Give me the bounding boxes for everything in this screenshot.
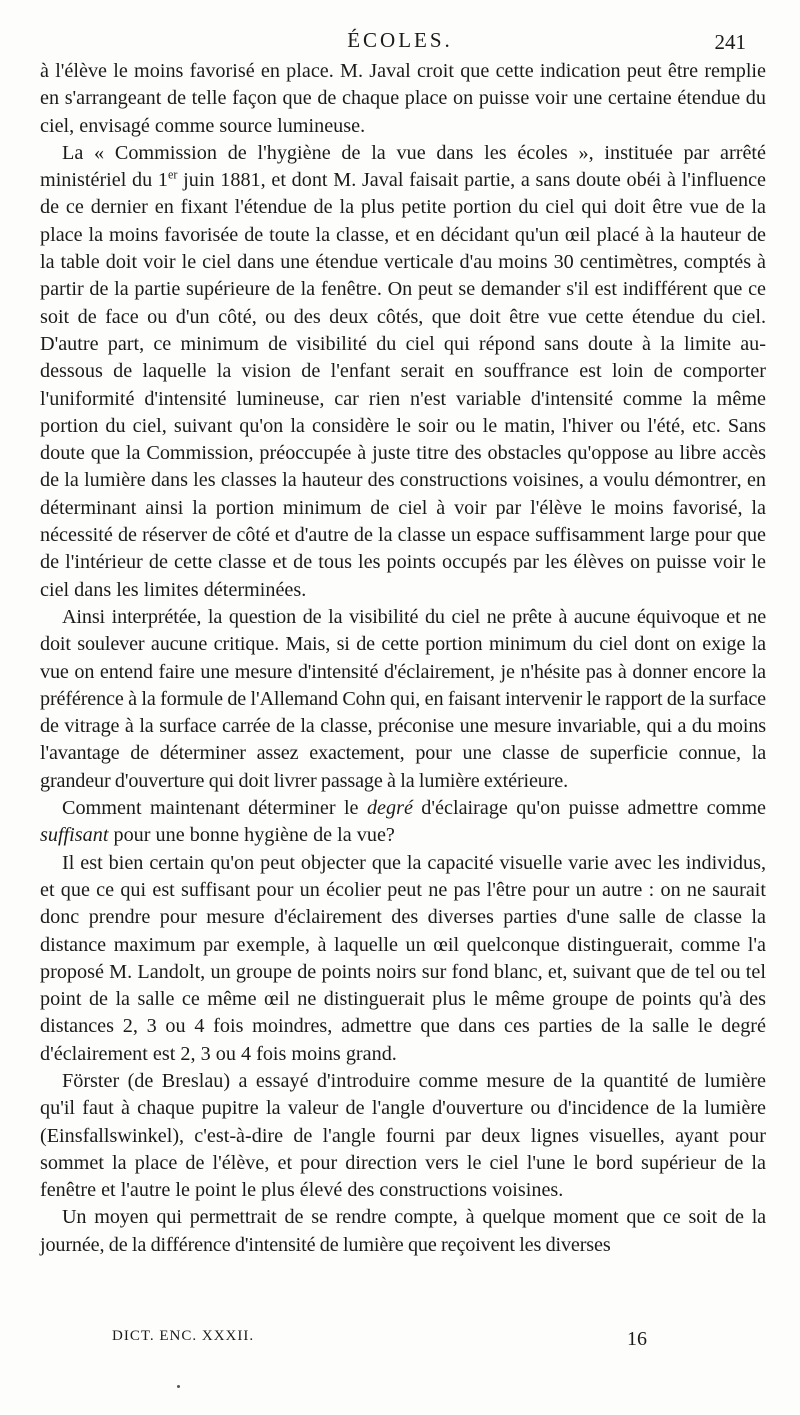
paragraph — [40, 795, 766, 850]
page-footer — [0, 1328, 800, 1358]
text-run: pour une bonne hygiène de la vue? — [108, 824, 395, 847]
paragraph — [40, 58, 766, 140]
text-run: juin 1881, et dont M. Javal faisait partie, a sans doute obéi à l'influence de ce dernier en fixant l'étendue de la plus petite portion du ciel qui doit être vue de la place la moins favorisée de toute la classe, et en décidant qu'un œil placé à la hauteur de la table doit voir le ciel dans une étendue verticale d'au moins 30 centimètres, comptés à partir de la partie supérieure de la fenêtre. On peut se demander s'il est indifférent que ce soit de face ou d'un côté, ou des deux côtés, que doit être vue cette étendue du ciel. D'autre part, ce minimum de visibilité du ciel qui répond sans doute à la limite au-dessous de laquelle la vision de l'enfant serait en souffrance est loin de comporter l'uniformité d'intensité lumineuse, car rien n'est variable d'intensité comme la même portion du ciel, suivant qu'on la considère le soir ou le matin, l'hiver ou l'été, etc. Sans doute que la Commission, préoccupée à juste titre des obstacles qu'oppose au libre accès de la lumière dans les classes la hauteur des constructions voisines, a voulu démontrer, en déterminant ainsi la portion minimum de ciel à voir par l'élève le moins favorisé, la nécessité de réserver de côté et d'autre de la classe un espace suffisamment large pour que de l'intérieur de cette classe et de tous les points occupés par les élèves on puisse voir le ciel dans les limites déterminées. — [40, 169, 766, 601]
running-head — [0, 28, 800, 58]
text-run: d'éclairage qu'on puisse admettre comme — [412, 797, 766, 820]
page-header-title: ÉCOLES. — [347, 28, 453, 52]
italic-text: suffisant — [40, 824, 109, 847]
text-run: Un moyen qui permettrait de se rendre compte, à quelque moment que ce soit de la journée, de la différence d'intensité de lumière que reçoivent les diverses — [40, 1206, 766, 1256]
paragraph — [40, 1068, 766, 1204]
body-text — [40, 58, 766, 1259]
paragraph — [40, 850, 766, 1068]
signature-mark: DICT. ENC. XXXII. — [112, 1328, 255, 1344]
superscript-text: er — [168, 167, 178, 182]
text-run: Il est bien certain qu'on peut objecter que la capacité visuelle varie avec les individus, et que ce qui est suffisant pour un écolier peut ne pas l'être pour un autre : on ne saurait donc prendre pour mesure d'éclairement des diverses parties d'une salle de classe la distance maximum par exemple, à laquelle un œil quelconque distinguerait, comme l'a proposé M. Landolt, un groupe de points noirs sur fond blanc, et, suivant que de tel ou tel point de la salle ce même œil ne distinguerait plus le même groupe de points qu'à des distances 2, 3 ou 4 fois moindres, admettre que dans ces parties de la salle le degré d'éclairement est 2, 3 ou 4 fois moins grand. — [40, 851, 766, 1065]
sheet-number: 16 — [627, 1328, 647, 1350]
text-run: Ainsi interprétée, la question de la visibilité du ciel ne prête à aucune équivoque et ne doit soulever aucune critique. Mais, si de cette portion minimum du ciel dont on exige la vue on entend faire une mesure d'intensité d'éclairement, je n'hésite pas à donner encore la préférence à la formule de l'Allemand Cohn qui, en faisant intervenir le rapport de la surface de vitrage à la surface carrée de la classe, préconise une mesure invariable, qui a du moins l'avantage de déterminer assez exactement, pour une classe de superficie connue, la grandeur d'ouverture qui doit livrer passage à la lumière extérieure. — [40, 605, 766, 792]
paragraph — [40, 140, 766, 604]
print-speck — [177, 1385, 180, 1388]
text-run: Förster (de Breslau) a essayé d'introduire comme mesure de la quantité de lumière qu'il faut à chaque pupitre la valeur de l'angle d'ouverture ou d'incidence de la lumière (Einsfallswinkel), c'est-à-dire de l'angle fourni par deux lignes visuelles, ayant pour sommet la place de l'élève, et pour direction vers le ciel l'une le bord supérieur de la fenêtre et l'autre le point le plus élevé des constructions voisines. — [40, 1069, 766, 1202]
page-number: 241 — [714, 30, 746, 54]
text-run: La « Commission de l'hygiène de la vue dans les écoles », instituée par arrêté ministériel du 1 — [40, 141, 766, 192]
text-run: Comment maintenant déterminer le — [62, 797, 367, 820]
paragraph — [40, 1204, 766, 1259]
paragraph — [40, 604, 766, 795]
text-run: à l'élève le moins favorisé en place. M. Javal croit que cette indication peut être remplie en s'arrangeant de telle façon que de chaque place on puisse voir une certaine étendue du ciel, envisagé comme source lumineuse. — [40, 60, 766, 137]
italic-text: degré — [366, 797, 413, 820]
